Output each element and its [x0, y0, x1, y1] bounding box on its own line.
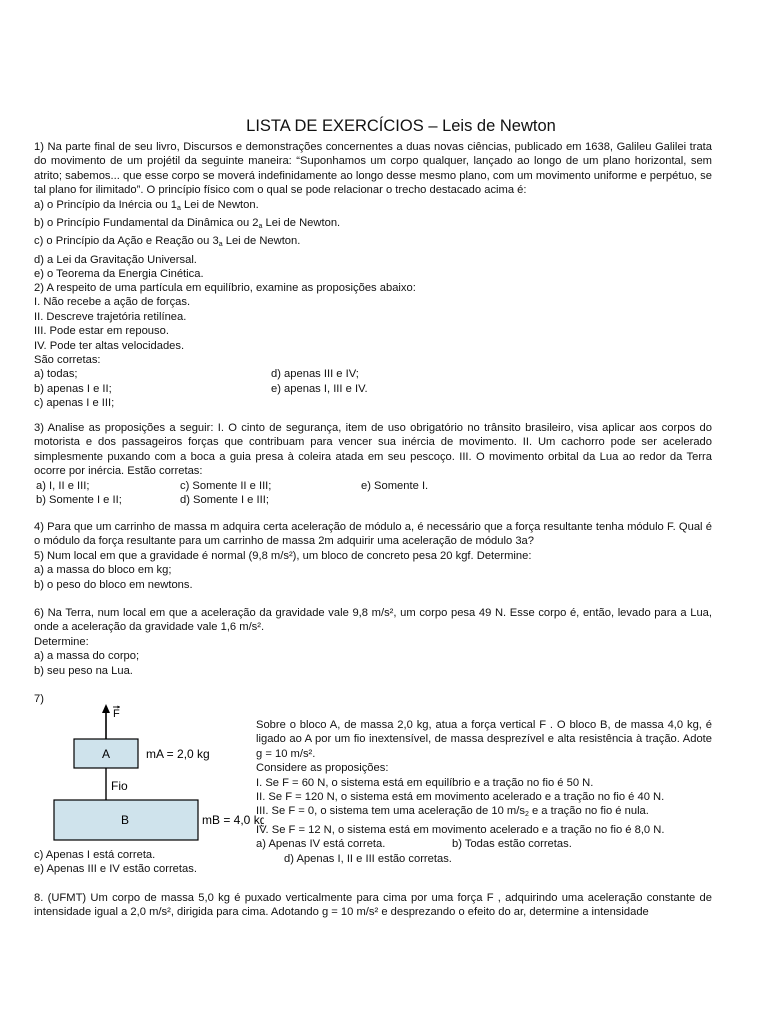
q7-prompt: Considere as proposições:: [256, 762, 389, 775]
question-5-stem: 5) Num local em que a gravidade é normal (9,8 m/s²), um bloco de concreto pesa 20 kgf. Determine:: [34, 549, 532, 562]
question-1-stem: 1) Na parte final de seu livro, Discursos e demonstrações concernentes a duas novas ciências, publicado em 1638, Galileu Galilei trata do movimento de um projétil da seguinte maneira: “Suponhamos um corpo qualquer, lançado ao longo de um plano horizontal, sem atrito; sabemos... que esse corpo se moverá indefinidamente ao longo desse mesmo plano, com um movimento uniforme e perpétuo, se tal plano for ilimitado”. O princípio físico com o qual se pode relacionar o trecho destacado acima é:: [34, 141, 712, 197]
question-8: [34, 891, 712, 920]
q2-proposition-4: IV. Pode ter altas velocidades.: [34, 339, 185, 352]
q7-option-b: b) Todas estão corretas.: [452, 838, 572, 851]
question-2: [34, 281, 712, 411]
q7-option-e: e) Apenas III e IV estão corretas.: [34, 863, 197, 876]
force-label: F: [113, 708, 120, 720]
q2-proposition-1: I. Não recebe a ação de forças.: [34, 296, 191, 309]
q2-proposition-3: III. Pode estar em repouso.: [34, 325, 169, 338]
q1-option-a: a) o Princípio da Inércia ou $1_a$ Lei de Newton.: [34, 198, 259, 212]
question-2-stem: 2) A respeito de uma partícula em equilíbrio, examine as proposições abaixo:: [34, 282, 416, 294]
q7-option-a: a) Apenas IV está correta.: [256, 838, 386, 851]
q6-option-b: b) seu peso na Lua.: [34, 664, 133, 677]
mass-b-label: mB = 4,0 kg: [202, 813, 264, 827]
q7-option-d: d) Apenas I, II e III estão corretas.: [284, 852, 452, 865]
q2-option-e: e) apenas I, III e IV.: [271, 382, 368, 395]
q6-prompt: Determine:: [34, 635, 89, 648]
q7-proposition-3: III. Se F = 0, o sistema tem uma aceleração de 10 $m/s_2$ e a tração no fio é nula.: [256, 805, 649, 819]
q2-option-c: c) apenas I e III;: [34, 397, 115, 410]
q2-proposition-2: II. Descreve trajetória retilínea.: [34, 310, 187, 323]
block-a-label: A: [101, 747, 111, 761]
q2-prompt: São corretas:: [34, 354, 101, 367]
question-7-text: [256, 718, 712, 866]
question-4-stem: 4) Para que um carrinho de massa m adquira certa aceleração de módulo a, é necessário que a força resultante tenha módulo F. Qual é o módulo da força resultante para um carrinho de massa 2m adquirir uma aceleração de módulo 3a?: [34, 521, 712, 548]
q5-option-b: b) o peso do bloco em newtons.: [34, 578, 193, 591]
block-b-label: B: [120, 813, 130, 827]
q3-option-d: d) Somente I e III;: [180, 494, 269, 507]
question-7-stem: Sobre o bloco A, de massa 2,0 kg, atua a força vertical F . O bloco B, de massa 4,0 kg, é ligado ao A por um fio inextensível, de massa desprezível e alta resistência à tração. Adote g = 10 m/s².: [256, 719, 712, 760]
question-6: [34, 606, 712, 678]
q3-option-b: b) Somente I e II;: [36, 494, 122, 507]
question-4: [34, 520, 712, 592]
q1-option-b: b) o Princípio Fundamental da Dinâmica ou $2_a$ Lei de Newton.: [34, 217, 341, 231]
q1-option-c: c) o Princípio da Ação e Reação ou $3_a$ Lei de Newton.: [34, 235, 301, 249]
q2-option-a: a) todas;: [34, 368, 78, 381]
question-7-remaining-options: [34, 848, 712, 877]
q2-option-b: b) apenas I e II;: [34, 382, 112, 395]
q7-option-c: c) Apenas I está correta.: [34, 849, 156, 861]
question-7-number: 7): [34, 693, 44, 705]
wire-label: Fio: [111, 779, 128, 793]
force-arrow: [102, 704, 110, 739]
q7-proposition-4: IV. Se F = 12 N, o sistema está em movimento acelerado e a tração no fio é 8,0 N.: [256, 823, 665, 836]
mass-a-label: mA = 2,0 kg: [146, 747, 210, 761]
question-6-stem: 6) Na Terra, num local em que a aceleração da gravidade vale 9,8 m/s², um corpo pesa 49 N. Esse corpo é, então, levado para a Lua, onde a aceleração da gravidade vale 1,6 m/s².: [34, 607, 712, 634]
blocks-diagram: [52, 702, 264, 848]
q3-option-a: a) I, II e III;: [36, 479, 90, 492]
question-3-stem: 3) Analise as proposições a seguir: I. O cinto de segurança, item de uso obrigatório no trânsito brasileiro, visa aplicar aos corpos do motorista e dos passageiros forças que contribuam para vencer sua inércia de movimento. II. Um cachorro pode ser acelerado simplesmente puxando com a boca a guia presa à coleira atada em seu pescoço. III. O movimento orbital da Lua ao redor da Terra ocorre por inércia. Estão corretas:: [34, 422, 712, 478]
q1-option-d: d) a Lei da Gravitação Universal.: [34, 253, 197, 266]
q3-option-e: e) Somente I.: [361, 479, 429, 492]
question-3: [34, 421, 712, 507]
q1-option-e: e) o Teorema da Energia Cinética.: [34, 268, 204, 281]
q7-proposition-2: II. Se F = 120 N, o sistema está em movimento acelerado e a tração no fio é 40 N.: [256, 791, 665, 804]
question-8-stem: 8. (UFMT) Um corpo de massa 5,0 kg é puxado verticalmente para cima por uma força F , adquirindo uma aceleração constante de intensidade igual a 2,0 m/s², dirigida para cima. Adotando g = 10 m/s² e desprezando o efeito do ar, determine a intensidade: [34, 892, 712, 919]
page-title: LISTA DE EXERCÍCIOS – Leis de Newton: [246, 117, 556, 135]
q3-option-c: c) Somente II e III;: [180, 479, 272, 492]
q2-option-d: d) apenas III e IV;: [271, 368, 359, 381]
q7-proposition-1: I. Se F = 60 N, o sistema está em equilíbrio e a tração no fio é 50 N.: [256, 776, 594, 789]
q5-option-a: a) a massa do bloco em kg;: [34, 564, 172, 577]
q6-option-a: a) a massa do corpo;: [34, 650, 140, 663]
question-1: [34, 140, 712, 282]
